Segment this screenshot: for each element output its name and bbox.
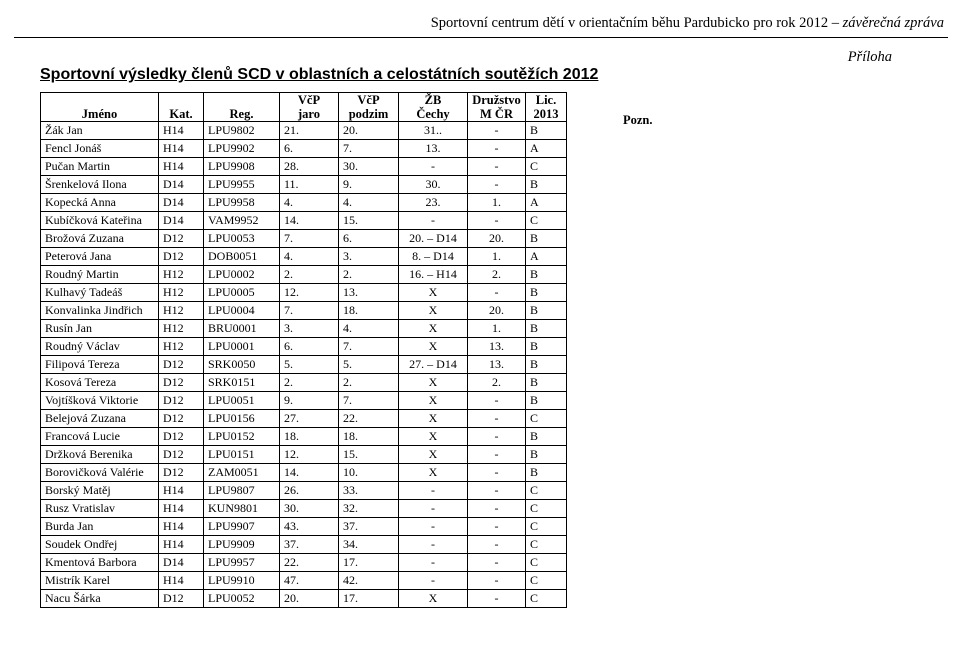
cell-reg: LPU0152 (204, 428, 280, 446)
cell-kat: D12 (159, 230, 204, 248)
cell-vcp-podzim: 17. (339, 554, 399, 572)
cell-lic: B (526, 176, 567, 194)
col-header-name: Jméno (41, 93, 159, 122)
cell-name: Mistrík Karel (41, 572, 159, 590)
cell-name: Rusz Vratislav (41, 500, 159, 518)
cell-kat: D14 (159, 194, 204, 212)
cell-lic: A (526, 194, 567, 212)
cell-zb: 16. – H14 (399, 266, 468, 284)
cell-name: Držková Berenika (41, 446, 159, 464)
cell-reg: DOB0051 (204, 248, 280, 266)
cell-druzstvo: - (468, 176, 526, 194)
col-header-vcp-jaro-line2: jaro (298, 107, 320, 121)
cell-name: Žák Jan (41, 122, 159, 140)
col-header-lic-line1: Lic. (535, 93, 557, 107)
table-row (41, 374, 567, 392)
cell-lic: C (526, 482, 567, 500)
cell-vcp-podzim: 7. (339, 338, 399, 356)
cell-druzstvo: - (468, 428, 526, 446)
cell-vcp-jaro: 43. (280, 518, 339, 536)
cell-kat: H12 (159, 284, 204, 302)
col-header-zb (399, 93, 468, 122)
table-row (41, 266, 567, 284)
cell-lic: B (526, 356, 567, 374)
cell-lic: B (526, 374, 567, 392)
cell-kat: H12 (159, 266, 204, 284)
cell-zb: X (399, 302, 468, 320)
cell-druzstvo: - (468, 284, 526, 302)
cell-name: Francová Lucie (41, 428, 159, 446)
cell-vcp-podzim: 5. (339, 356, 399, 374)
cell-vcp-podzim: 32. (339, 500, 399, 518)
cell-zb: X (399, 392, 468, 410)
cell-druzstvo: 13. (468, 356, 526, 374)
table-row (41, 338, 567, 356)
cell-vcp-podzim: 20. (339, 122, 399, 140)
cell-reg: LPU9909 (204, 536, 280, 554)
table-row (41, 572, 567, 590)
cell-vcp-podzim: 30. (339, 158, 399, 176)
cell-lic: C (526, 212, 567, 230)
cell-druzstvo: - (468, 554, 526, 572)
cell-reg: LPU9910 (204, 572, 280, 590)
pozn-label: Pozn. (623, 113, 653, 127)
results-table (40, 92, 567, 608)
cell-druzstvo: 20. (468, 230, 526, 248)
cell-kat: D12 (159, 410, 204, 428)
cell-lic: C (526, 500, 567, 518)
table-row (41, 194, 567, 212)
cell-vcp-jaro: 11. (280, 176, 339, 194)
table-row (41, 320, 567, 338)
cell-reg: LPU0005 (204, 284, 280, 302)
cell-druzstvo: - (468, 446, 526, 464)
cell-vcp-podzim: 34. (339, 536, 399, 554)
cell-name: Roudný Václav (41, 338, 159, 356)
table-row (41, 410, 567, 428)
table-row (41, 500, 567, 518)
cell-druzstvo: 2. (468, 266, 526, 284)
cell-name: Kulhavý Tadeáš (41, 284, 159, 302)
cell-reg: LPU9955 (204, 176, 280, 194)
cell-name: Burda Jan (41, 518, 159, 536)
col-header-druzstvo-line1: Družstvo (472, 93, 521, 107)
cell-zb: 20. – D14 (399, 230, 468, 248)
cell-lic: C (526, 518, 567, 536)
cell-vcp-jaro: 9. (280, 392, 339, 410)
col-header-zb-line2: Čechy (416, 107, 450, 121)
cell-zb: 13. (399, 140, 468, 158)
cell-reg: LPU9908 (204, 158, 280, 176)
cell-druzstvo: 1. (468, 194, 526, 212)
col-header-zb-line1: ŽB (424, 93, 442, 107)
header-row (41, 93, 567, 122)
header-rule (14, 37, 948, 38)
cell-vcp-jaro: 7. (280, 302, 339, 320)
cell-lic: A (526, 140, 567, 158)
cell-reg: LPU9902 (204, 140, 280, 158)
cell-vcp-jaro: 5. (280, 356, 339, 374)
cell-vcp-podzim: 15. (339, 446, 399, 464)
cell-druzstvo: - (468, 536, 526, 554)
cell-vcp-jaro: 18. (280, 428, 339, 446)
col-header-druzstvo-line2: M ČR (480, 107, 513, 121)
cell-zb: X (399, 428, 468, 446)
table-row (41, 536, 567, 554)
cell-zb: X (399, 374, 468, 392)
table-row (41, 446, 567, 464)
col-header-lic (526, 93, 567, 122)
cell-vcp-jaro: 4. (280, 194, 339, 212)
table-row (41, 356, 567, 374)
cell-lic: A (526, 248, 567, 266)
cell-vcp-podzim: 10. (339, 464, 399, 482)
cell-vcp-podzim: 3. (339, 248, 399, 266)
cell-zb: - (399, 518, 468, 536)
cell-vcp-jaro: 37. (280, 536, 339, 554)
cell-kat: D12 (159, 590, 204, 608)
cell-druzstvo: 13. (468, 338, 526, 356)
cell-name: Fencl Jonáš (41, 140, 159, 158)
cell-vcp-jaro: 6. (280, 140, 339, 158)
cell-reg: LPU0052 (204, 590, 280, 608)
cell-zb: - (399, 482, 468, 500)
cell-druzstvo: - (468, 500, 526, 518)
cell-druzstvo: - (468, 140, 526, 158)
cell-vcp-jaro: 14. (280, 464, 339, 482)
cell-lic: B (526, 320, 567, 338)
table-row (41, 212, 567, 230)
cell-reg: LPU9807 (204, 482, 280, 500)
cell-reg: LPU0156 (204, 410, 280, 428)
table-row (41, 140, 567, 158)
cell-zb: X (399, 590, 468, 608)
cell-lic: C (526, 158, 567, 176)
cell-zb: X (399, 446, 468, 464)
cell-name: Konvalinka Jindřich (41, 302, 159, 320)
cell-vcp-podzim: 13. (339, 284, 399, 302)
cell-vcp-jaro: 2. (280, 374, 339, 392)
cell-kat: D12 (159, 356, 204, 374)
cell-vcp-jaro: 12. (280, 446, 339, 464)
cell-reg: LPU9958 (204, 194, 280, 212)
cell-name: Pučan Martin (41, 158, 159, 176)
cell-lic: B (526, 464, 567, 482)
cell-druzstvo: - (468, 158, 526, 176)
table-row (41, 302, 567, 320)
cell-kat: H14 (159, 140, 204, 158)
cell-vcp-jaro: 12. (280, 284, 339, 302)
cell-reg: LPU9907 (204, 518, 280, 536)
table-row (41, 392, 567, 410)
cell-lic: B (526, 284, 567, 302)
cell-name: Rusín Jan (41, 320, 159, 338)
cell-druzstvo: 1. (468, 248, 526, 266)
cell-vcp-jaro: 4. (280, 248, 339, 266)
cell-vcp-podzim: 18. (339, 302, 399, 320)
cell-vcp-podzim: 7. (339, 392, 399, 410)
cell-kat: H14 (159, 572, 204, 590)
cell-zb: - (399, 212, 468, 230)
cell-kat: D12 (159, 248, 204, 266)
cell-kat: D12 (159, 392, 204, 410)
cell-vcp-jaro: 20. (280, 590, 339, 608)
col-header-druzstvo (468, 93, 526, 122)
col-header-vcp-jaro (280, 93, 339, 122)
cell-zb: 27. – D14 (399, 356, 468, 374)
cell-zb: 8. – D14 (399, 248, 468, 266)
cell-kat: H14 (159, 158, 204, 176)
cell-name: Soudek Ondřej (41, 536, 159, 554)
cell-kat: H12 (159, 338, 204, 356)
cell-name: Roudný Martin (41, 266, 159, 284)
cell-reg: BRU0001 (204, 320, 280, 338)
cell-kat: D12 (159, 374, 204, 392)
table-row (41, 428, 567, 446)
cell-reg: LPU0002 (204, 266, 280, 284)
cell-lic: C (526, 536, 567, 554)
cell-name: Kubíčková Kateřina (41, 212, 159, 230)
cell-zb: - (399, 572, 468, 590)
cell-vcp-podzim: 2. (339, 374, 399, 392)
cell-vcp-podzim: 4. (339, 320, 399, 338)
cell-kat: H12 (159, 320, 204, 338)
cell-druzstvo: - (468, 572, 526, 590)
cell-kat: D12 (159, 428, 204, 446)
cell-name: Kopecká Anna (41, 194, 159, 212)
header-text: Sportovní centrum dětí v orientačním běhu Pardubicko pro rok 2012 – (430, 15, 843, 31)
cell-zb: X (399, 410, 468, 428)
cell-druzstvo: - (468, 122, 526, 140)
cell-kat: D14 (159, 554, 204, 572)
cell-reg: KUN9801 (204, 500, 280, 518)
cell-reg: LPU0001 (204, 338, 280, 356)
col-header-kat: Kat. (159, 93, 204, 122)
cell-druzstvo: - (468, 590, 526, 608)
cell-lic: B (526, 338, 567, 356)
cell-reg: LPU0151 (204, 446, 280, 464)
cell-name: Šrenkelová Ilona (41, 176, 159, 194)
cell-kat: H14 (159, 536, 204, 554)
col-header-vcp-podzim (339, 93, 399, 122)
table-row (41, 554, 567, 572)
col-header-reg: Reg. (204, 93, 280, 122)
table-row (41, 248, 567, 266)
cell-reg: SRK0050 (204, 356, 280, 374)
cell-vcp-jaro: 3. (280, 320, 339, 338)
cell-reg: LPU0004 (204, 302, 280, 320)
cell-zb: - (399, 500, 468, 518)
cell-lic: C (526, 572, 567, 590)
cell-kat: D14 (159, 212, 204, 230)
cell-kat: H14 (159, 518, 204, 536)
cell-vcp-jaro: 2. (280, 266, 339, 284)
table-row (41, 518, 567, 536)
cell-vcp-podzim: 6. (339, 230, 399, 248)
table-row (41, 590, 567, 608)
cell-druzstvo: - (468, 482, 526, 500)
cell-kat: D12 (159, 464, 204, 482)
cell-zb: 31.. (399, 122, 468, 140)
cell-reg: LPU0053 (204, 230, 280, 248)
cell-vcp-jaro: 21. (280, 122, 339, 140)
cell-druzstvo: 2. (468, 374, 526, 392)
cell-name: Belejová Zuzana (41, 410, 159, 428)
cell-vcp-podzim: 7. (339, 140, 399, 158)
cell-druzstvo: - (468, 212, 526, 230)
cell-vcp-podzim: 4. (339, 194, 399, 212)
cell-vcp-podzim: 18. (339, 428, 399, 446)
table-row (41, 176, 567, 194)
col-header-vcp-podzim-line1: VčP (357, 93, 380, 107)
cell-lic: C (526, 554, 567, 572)
cell-vcp-podzim: 22. (339, 410, 399, 428)
cell-lic: B (526, 230, 567, 248)
cell-vcp-jaro: 14. (280, 212, 339, 230)
page-title: Sportovní výsledky členů SCD v oblastních a celostátních soutěžích 2012 (40, 66, 599, 83)
cell-zb: 30. (399, 176, 468, 194)
results-table-body (41, 122, 567, 608)
cell-vcp-podzim: 33. (339, 482, 399, 500)
cell-vcp-podzim: 9. (339, 176, 399, 194)
cell-name: Peterová Jana (41, 248, 159, 266)
cell-zb: 23. (399, 194, 468, 212)
annex-label: Příloha (847, 49, 892, 65)
cell-vcp-jaro: 27. (280, 410, 339, 428)
cell-reg: VAM9952 (204, 212, 280, 230)
cell-kat: H14 (159, 482, 204, 500)
cell-druzstvo: - (468, 392, 526, 410)
cell-zb: X (399, 464, 468, 482)
cell-name: Vojtíšková Viktorie (41, 392, 159, 410)
cell-vcp-jaro: 22. (280, 554, 339, 572)
cell-vcp-jaro: 28. (280, 158, 339, 176)
cell-zb: X (399, 320, 468, 338)
table-row (41, 284, 567, 302)
cell-lic: B (526, 266, 567, 284)
cell-name: Nacu Šárka (41, 590, 159, 608)
cell-kat: H14 (159, 500, 204, 518)
cell-lic: B (526, 392, 567, 410)
cell-name: Filipová Tereza (41, 356, 159, 374)
table-row (41, 482, 567, 500)
cell-vcp-podzim: 42. (339, 572, 399, 590)
cell-druzstvo: 20. (468, 302, 526, 320)
col-header-vcp-podzim-line2: podzim (348, 107, 389, 121)
cell-druzstvo: - (468, 518, 526, 536)
page-header (431, 15, 944, 32)
cell-druzstvo: - (468, 410, 526, 428)
cell-name: Kmentová Barbora (41, 554, 159, 572)
table-row (41, 122, 567, 140)
cell-druzstvo: - (468, 464, 526, 482)
cell-lic: B (526, 302, 567, 320)
cell-vcp-jaro: 30. (280, 500, 339, 518)
cell-lic: C (526, 410, 567, 428)
table-row (41, 230, 567, 248)
cell-druzstvo: 1. (468, 320, 526, 338)
cell-name: Kosová Tereza (41, 374, 159, 392)
cell-reg: LPU9802 (204, 122, 280, 140)
cell-zb: X (399, 284, 468, 302)
cell-reg: ZAM0051 (204, 464, 280, 482)
cell-kat: H14 (159, 122, 204, 140)
cell-lic: B (526, 446, 567, 464)
cell-vcp-jaro: 6. (280, 338, 339, 356)
cell-vcp-podzim: 17. (339, 590, 399, 608)
cell-kat: H12 (159, 302, 204, 320)
cell-kat: D12 (159, 446, 204, 464)
cell-vcp-jaro: 47. (280, 572, 339, 590)
cell-zb: X (399, 338, 468, 356)
cell-vcp-jaro: 7. (280, 230, 339, 248)
results-table-head (41, 93, 567, 122)
cell-vcp-jaro: 26. (280, 482, 339, 500)
cell-vcp-podzim: 2. (339, 266, 399, 284)
cell-zb: - (399, 536, 468, 554)
cell-name: Brožová Zuzana (41, 230, 159, 248)
col-header-lic-line2: 2013 (533, 107, 559, 121)
cell-lic: C (526, 590, 567, 608)
header-italic-text: závěrečná zpráva (842, 15, 944, 31)
cell-kat: D14 (159, 176, 204, 194)
cell-reg: SRK0151 (204, 374, 280, 392)
cell-vcp-podzim: 15. (339, 212, 399, 230)
cell-reg: LPU9957 (204, 554, 280, 572)
cell-lic: B (526, 428, 567, 446)
cell-vcp-podzim: 37. (339, 518, 399, 536)
cell-zb: - (399, 554, 468, 572)
cell-reg: LPU0051 (204, 392, 280, 410)
cell-lic: B (526, 122, 567, 140)
col-header-vcp-jaro-line1: VčP (297, 93, 321, 107)
table-row (41, 158, 567, 176)
cell-zb: - (399, 158, 468, 176)
cell-name: Borský Matěj (41, 482, 159, 500)
table-row (41, 464, 567, 482)
cell-name: Borovičková Valérie (41, 464, 159, 482)
